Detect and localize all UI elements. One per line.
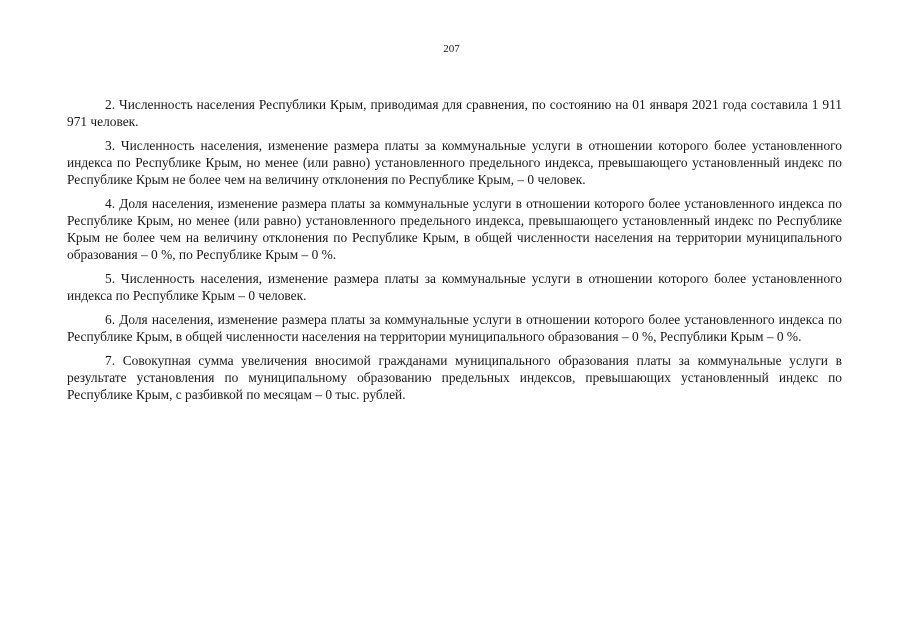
paragraph-5: 5. Численность населения, изменение размера платы за коммунальные услуги в отношении которого более установленного индекса по Республике Крым – 0 человек. (67, 271, 842, 303)
document-body (67, 96, 842, 410)
paragraph-4: 4. Доля населения, изменение размера платы за коммунальные услуги в отношении которого более установленного индекса по Республике Крым, но менее (или равно) установленного предельного индекса, превышающего установленный индекс по Республике Крым не более чем на величину отклонения по Республике Крым, в общей численности населения на территории муниципального образования – 0 %, по Республике Крым – 0 %. (67, 196, 842, 262)
paragraph-7: 7. Совокупная сумма увеличения вносимой гражданами муниципального образования платы за коммунальные услуги в результате установления по муниципальному образованию предельных индексов, превышающих установленный индекс по Республике Крым, с разбивкой по месяцам – 0 тыс. рублей. (67, 353, 842, 402)
paragraph-3: 3. Численность населения, изменение размера платы за коммунальные услуги в отношении которого более установленного индекса по Республике Крым, но менее (или равно) установленного предельного индекса, превышающего установленный индекс по Республике Крым не более чем на величину отклонения по Республике Крым, – 0 человек. (67, 138, 842, 187)
paragraph-2: 2. Численность населения Республики Крым, приводимая для сравнения, по состоянию на 01 января 2021 года составила 1 911 971 человек. (67, 97, 842, 129)
page-number: 207 (443, 43, 460, 55)
paragraph-6: 6. Доля населения, изменение размера платы за коммунальные услуги в отношении которого более установленного индекса по Республике Крым, в общей численности населения на территории муниципального образования – 0 %, Республики Крым – 0 %. (67, 312, 842, 344)
